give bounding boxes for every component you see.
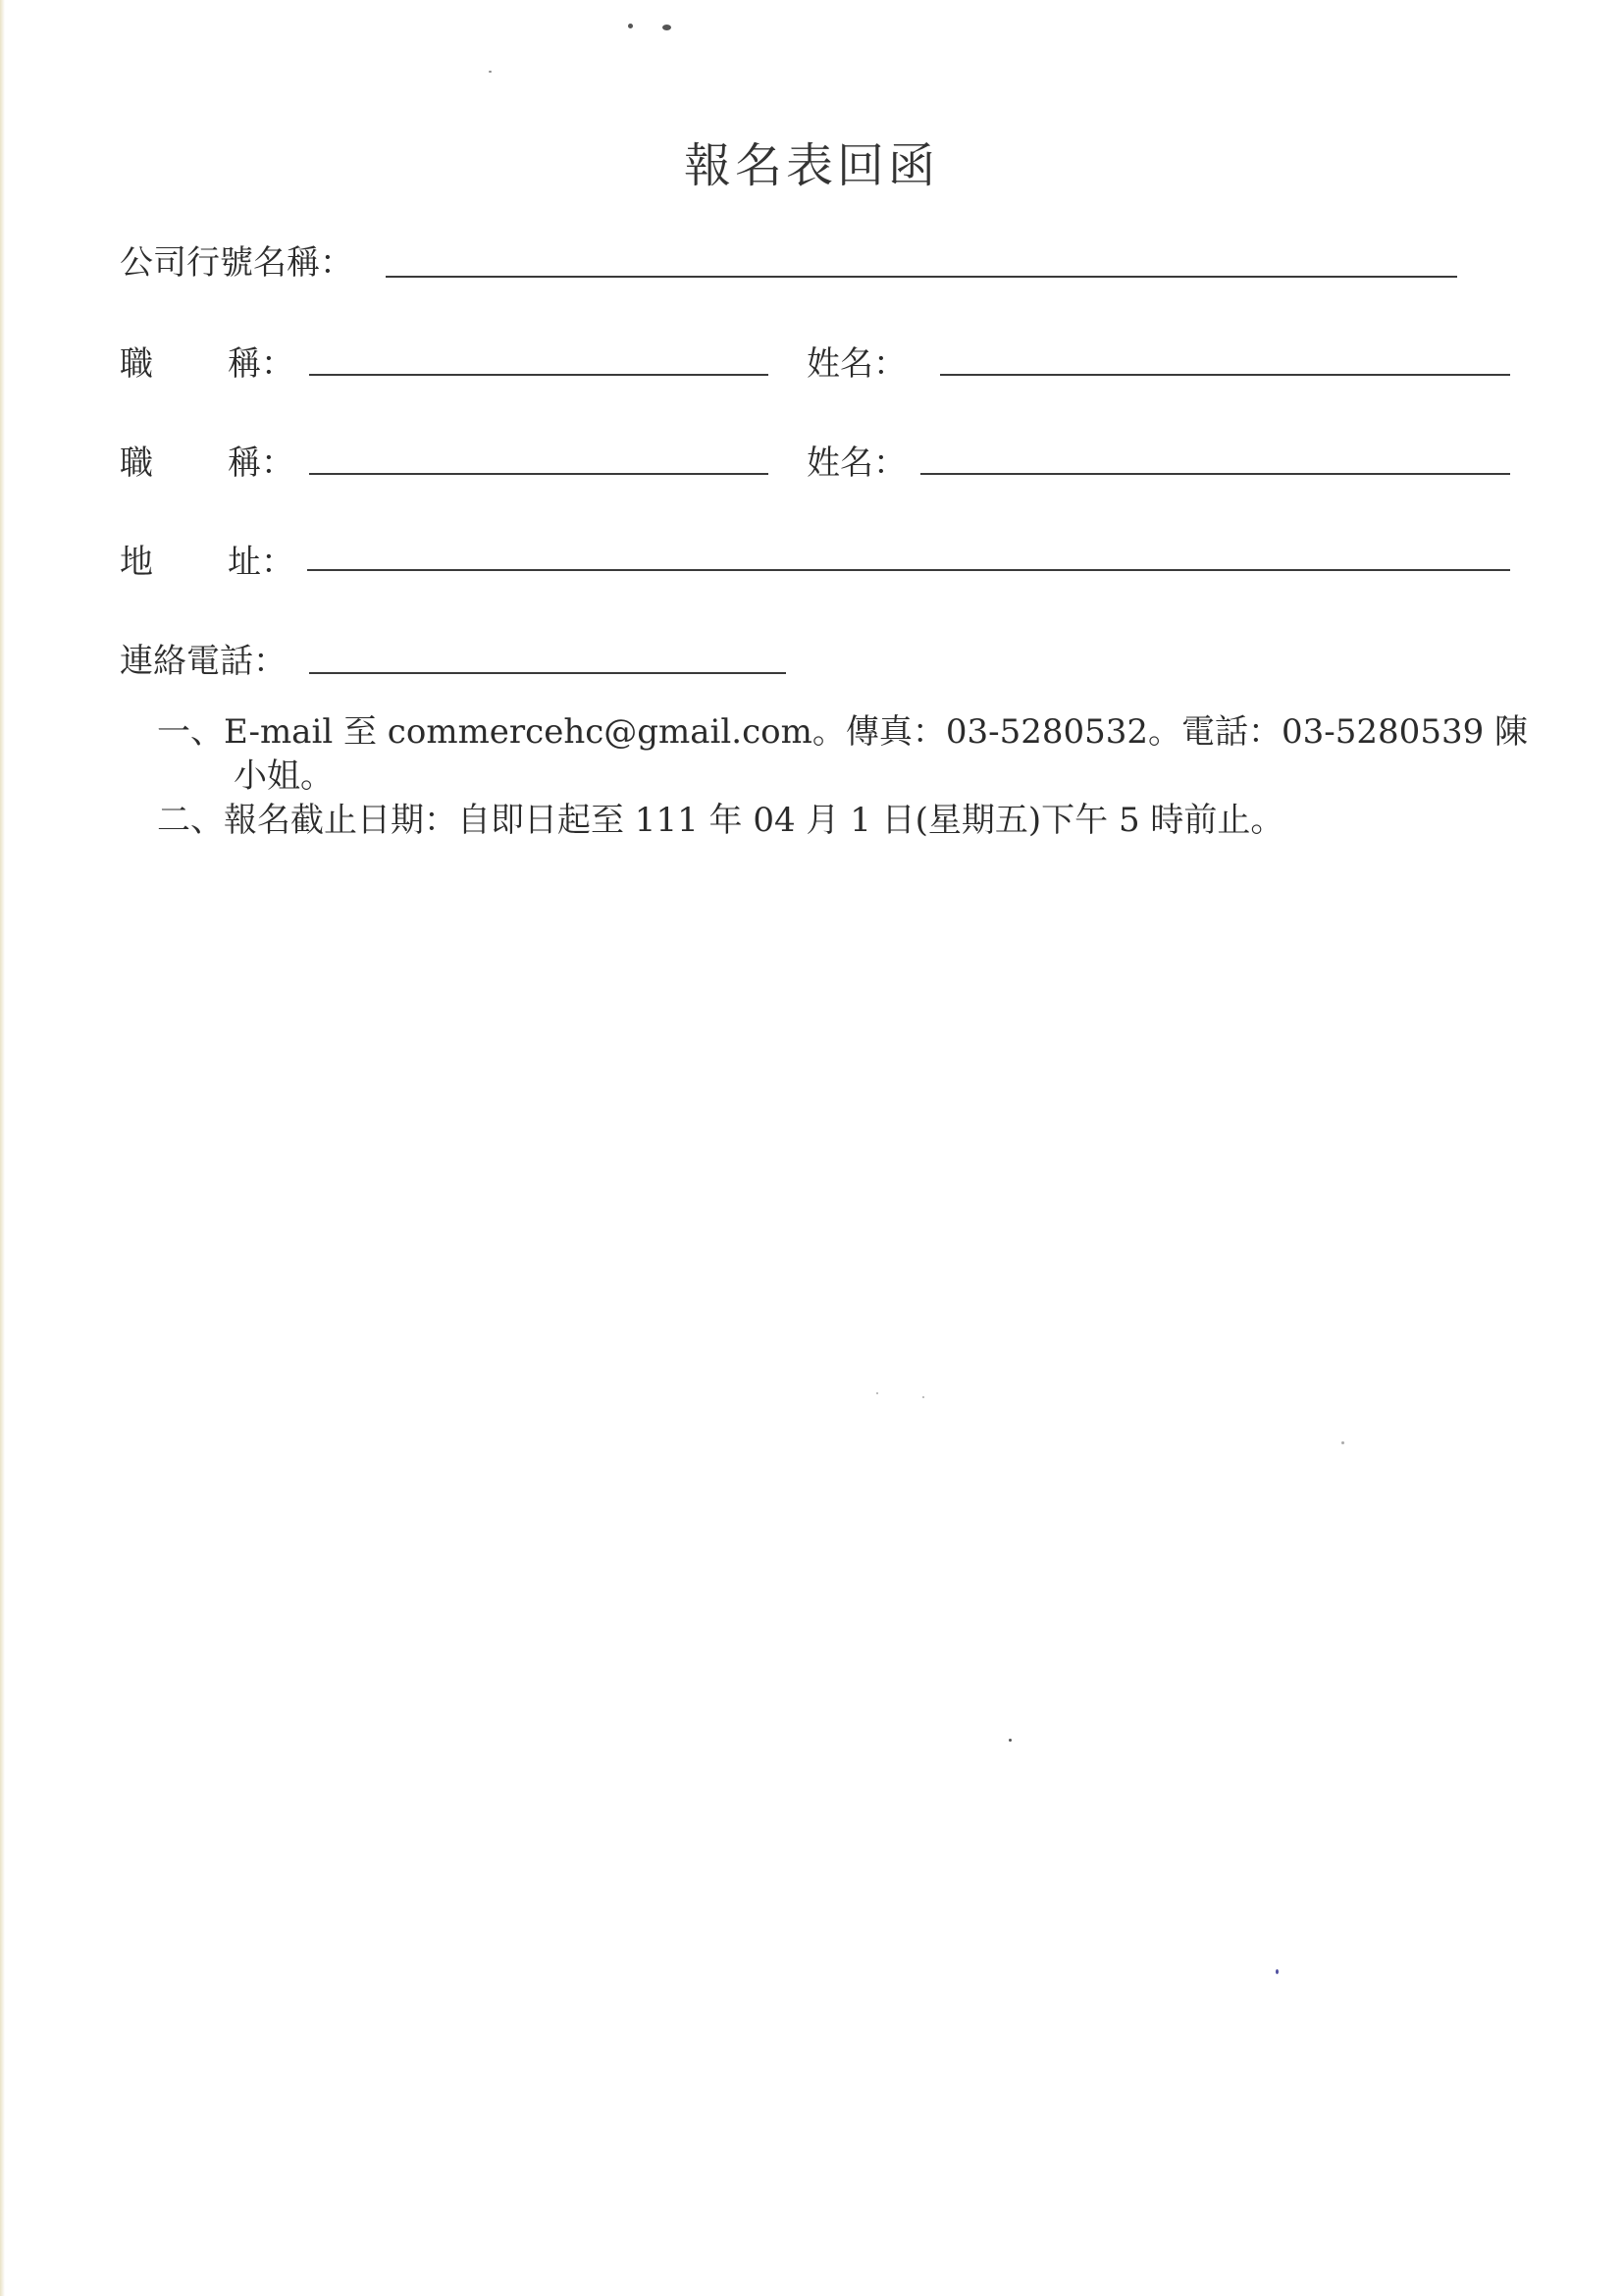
scan-speck [1009,1739,1012,1742]
note-1: 一、E-mail 至 commercehc@gmail.com。傳真：03-5280532。電話：03-5280539 陳 [157,712,1529,752]
scan-speck [628,24,633,28]
address-label [120,535,294,583]
job-title-field-1[interactable] [309,374,768,376]
address-char-2: 址 [228,543,261,582]
note-1-continued: 小姐。 [234,757,334,796]
page-title: 報名表回函 [683,138,939,193]
address-char-1: 地 [120,543,153,582]
name-field-2[interactable] [920,473,1510,475]
job-title-label-1 [120,337,294,385]
job-title-char-2: 稱 [228,344,261,384]
job-title-char-2: 稱 [228,444,261,483]
scan-speck [1341,1441,1344,1444]
scan-speck [876,1392,878,1394]
name-label-2: 姓名： [807,444,907,483]
scan-speck [489,71,492,73]
name-label-1: 姓名： [807,344,907,384]
note-2: 二、報名截止日期：自即日起至 111 年 04 月 1 日(星期五)下午 5 時前止。 [157,801,1284,840]
job-title-label-2 [120,436,294,484]
company-name-field[interactable] [386,276,1457,278]
job-title-char-1: 職 [120,444,153,483]
colon: ： [261,543,294,582]
name-field-1[interactable] [940,374,1510,376]
company-name-label: 公司行號名稱： [120,243,353,283]
phone-label: 連絡電話： [120,642,287,681]
scan-edge [0,0,5,2296]
colon: ： [261,444,294,483]
job-title-char-1: 職 [120,344,153,384]
scan-speck [922,1396,924,1398]
colon: ： [261,344,294,384]
scan-speck [662,25,671,30]
phone-field[interactable] [309,672,786,674]
address-field[interactable] [307,569,1510,571]
job-title-field-2[interactable] [309,473,768,475]
scan-speck [1276,1969,1279,1974]
